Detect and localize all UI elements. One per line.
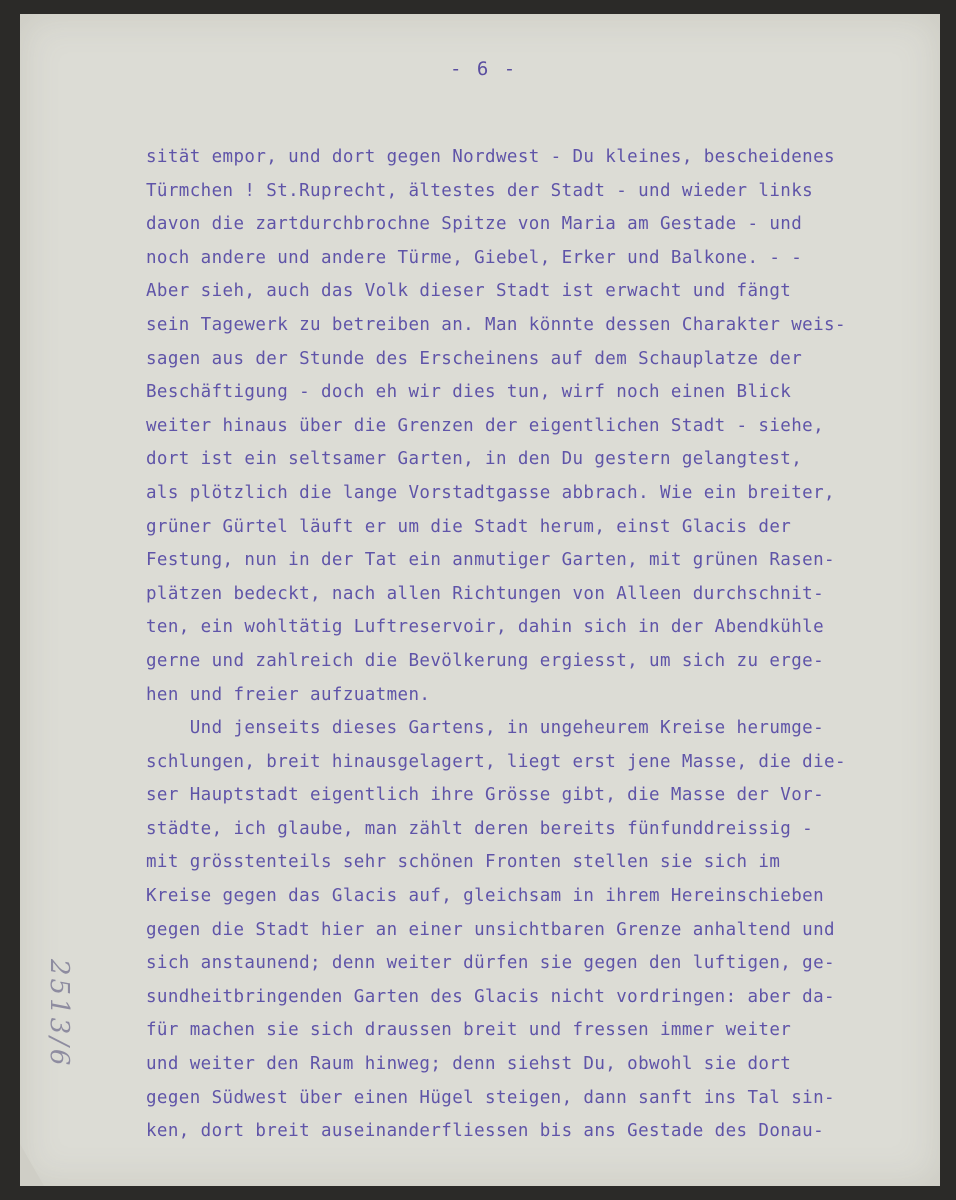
text-line: Und jenseits dieses Gartens, in ungeheurem Kreise herumge- [146,718,825,739]
text-line: gegen Südwest über einen Hügel steigen, dann sanft ins Tal sin- [146,1087,835,1108]
text-line: mit grösstenteils sehr schönen Fronten stellen sie sich im [146,852,781,873]
document-page [20,14,940,1186]
text-line: und weiter den Raum hinweg; denn siehst Du, obwohl sie dort [146,1054,792,1075]
archive-number-annotation [38,959,78,1139]
text-line: Türmchen ! St.Ruprecht, ältestes der Stadt - und wieder links [146,180,814,201]
text-line: für machen sie sich draussen breit und fressen immer weiter [146,1020,792,1041]
text-line: sein Tagewerk zu betreiben an. Man könnte dessen Charakter weis- [146,314,846,335]
body-text [146,141,906,1149]
text-line: Beschäftigung - doch eh wir dies tun, wirf noch einen Blick [146,382,792,403]
text-line: hen und freier aufzuatmen. [146,684,431,705]
text-line: plätzen bedeckt, nach allen Richtungen von Alleen durchschnit- [146,583,825,604]
text-line: ten, ein wohltätig Luftreservoir, dahin sich in der Abendkühle [146,617,825,638]
archive-number-text: 2513/6 [44,959,74,1069]
text-line: gegen die Stadt hier an einer unsichtbaren Grenze anhaltend und [146,919,835,940]
text-line: sität empor, und dort gegen Nordwest - Du kleines, bescheidenes [146,147,835,167]
text-line: dort ist ein seltsamer Garten, in den Du gestern gelangtest, [146,449,803,470]
text-line: davon die zartdurchbrochne Spitze von Maria am Gestade - und [146,214,803,235]
text-line: Kreise gegen das Glacis auf, gleichsam in ihrem Hereinschieben [146,886,825,907]
text-line: ken, dort breit auseinanderfliessen bis ans Gestade des Donau- [146,1121,825,1142]
text-line: gerne und zahlreich die Bevölkerung ergiesst, um sich zu erge- [146,650,825,671]
text-line: städte, ich glaube, man zählt deren bereits fünfunddreissig - [146,818,814,839]
text-line: ser Hauptstadt eigentlich ihre Grösse gibt, die Masse der Vor- [146,785,825,806]
page-corner-fold [20,1144,44,1186]
page-number: - 6 - [450,58,518,80]
text-line: schlungen, breit hinausgelagert, liegt erst jene Masse, die die- [146,751,846,772]
text-line: Aber sieh, auch das Volk dieser Stadt ist erwacht und fängt [146,281,792,302]
text-line: noch andere und andere Türme, Giebel, Erker und Balkone. - - [146,247,803,268]
text-line: sich anstaunend; denn weiter dürfen sie gegen den luftigen, ge- [146,953,835,974]
text-line: weiter hinaus über die Grenzen der eigentlichen Stadt - siehe, [146,415,825,436]
text-line: grüner Gürtel läuft er um die Stadt herum, einst Glacis der [146,516,792,537]
text-line: sagen aus der Stunde des Erscheinens auf dem Schauplatze der [146,348,803,369]
text-line: sundheitbringenden Garten des Glacis nicht vordringen: aber da- [146,986,835,1007]
text-line: Festung, nun in der Tat ein anmutiger Garten, mit grünen Rasen- [146,550,835,571]
text-line: als plötzlich die lange Vorstadtgasse abbrach. Wie ein breiter, [146,482,835,503]
